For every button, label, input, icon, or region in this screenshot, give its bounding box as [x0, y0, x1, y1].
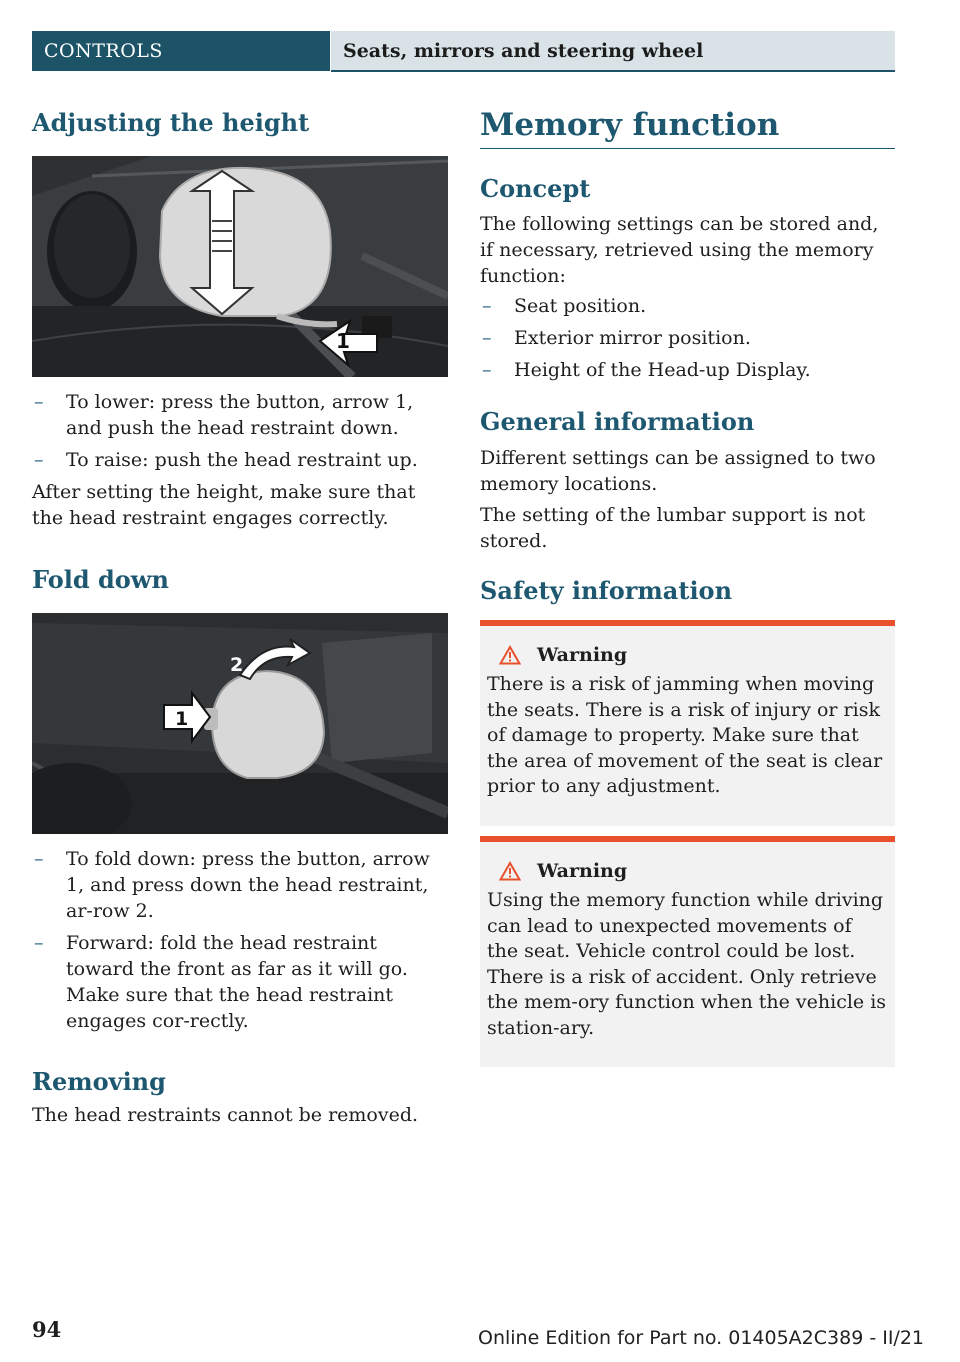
list-item-text: To lower: press the button, arrow 1, and push the head restraint down.: [66, 391, 414, 439]
fold-down-heading: Fold down: [32, 565, 169, 594]
general-info-heading: General information: [480, 407, 755, 436]
dash-icon: –: [34, 449, 44, 471]
removing-heading: Removing: [32, 1067, 166, 1096]
figure-adjust-height: [32, 156, 448, 377]
chapter-tab: [331, 31, 895, 71]
list-item-text: Height of the Head-up Display.: [514, 359, 811, 381]
warning-title: [487, 860, 887, 882]
dash-icon: –: [34, 391, 44, 413]
list-item-text: Exterior mirror position.: [514, 327, 751, 349]
warning-title: [487, 644, 887, 666]
memory-function-title: Memory function: [480, 107, 780, 143]
dash-icon: –: [34, 848, 44, 870]
dash-icon: –: [482, 295, 492, 317]
list-item-text: Forward: fold the head restraint toward the front as far as it will go. Make sure that the head restraint engages cor-rectly.: [66, 932, 408, 1032]
chapter-label: Seats, mirrors and steering wheel: [343, 40, 704, 62]
removing-text: The head restraints cannot be removed.: [32, 1104, 419, 1126]
figure2-label-2: 2: [230, 654, 244, 676]
adjust-note: After setting the height, make sure that the head restraint engages correctly.: [32, 481, 416, 529]
concept-text: The following settings can be stored and, if necessary, retrieved using the memory function:: [480, 213, 879, 287]
warning-label: Warning: [537, 644, 628, 666]
warning-text: There is a risk of jamming when moving the seats. There is a risk of injury or risk of damage to property. Make sure that the area of movement of the seat is clear prior to any adjustment.: [487, 673, 883, 797]
warning-triangle-icon: [499, 861, 521, 881]
list-item: [32, 930, 448, 1034]
list-item: [32, 447, 448, 473]
concept-list: [480, 293, 895, 383]
list-item: [480, 325, 895, 351]
warning-label: Warning: [537, 860, 628, 882]
list-item: [480, 357, 895, 383]
header-rule: [331, 70, 895, 72]
dash-icon: –: [482, 359, 492, 381]
edition-note: Online Edition for Part no. 01405A2C389 - II/21: [478, 1327, 925, 1349]
safety-info-heading: Safety information: [480, 576, 733, 605]
list-item-text: To fold down: press the button, arrow 1, and press down the head restraint, ar-row 2.: [66, 848, 430, 922]
general-text-1: Different settings can be assigned to two memory locations.: [480, 447, 876, 495]
head-restraint-height-illustration: [32, 156, 448, 377]
section-tab: [32, 31, 330, 71]
page-number: 94: [32, 1317, 62, 1342]
general-text-2: The setting of the lumbar support is not stored.: [480, 504, 866, 552]
list-item-text: To raise: push the head restraint up.: [66, 449, 418, 471]
dash-icon: –: [482, 327, 492, 349]
fold-list: [32, 846, 448, 1034]
title-rule: [480, 148, 895, 149]
list-item: [32, 389, 448, 441]
figure-fold-down: [32, 613, 448, 834]
section-label: CONTROLS: [44, 40, 163, 62]
warning-box: [480, 836, 895, 1067]
head-restraint-fold-illustration: [32, 613, 448, 834]
list-item: [32, 846, 448, 924]
adjust-list: [32, 389, 448, 531]
list-item-text: Seat position.: [514, 295, 647, 317]
figure2-label-1: 1: [175, 708, 189, 730]
concept-heading: Concept: [480, 174, 591, 203]
figure1-label: 1: [336, 329, 350, 353]
warning-text: Using the memory function while driving can lead to unexpected movements of the seat. Vehicle control could be lost. There is a risk of accident. Only retrieve the mem-ory function when the vehicle is station-ary.: [487, 889, 887, 1039]
warning-box: [480, 620, 895, 826]
dash-icon: –: [34, 932, 44, 954]
adjust-height-heading: Adjusting the height: [32, 108, 310, 137]
list-item: [480, 293, 895, 319]
warning-triangle-icon: [499, 645, 521, 665]
